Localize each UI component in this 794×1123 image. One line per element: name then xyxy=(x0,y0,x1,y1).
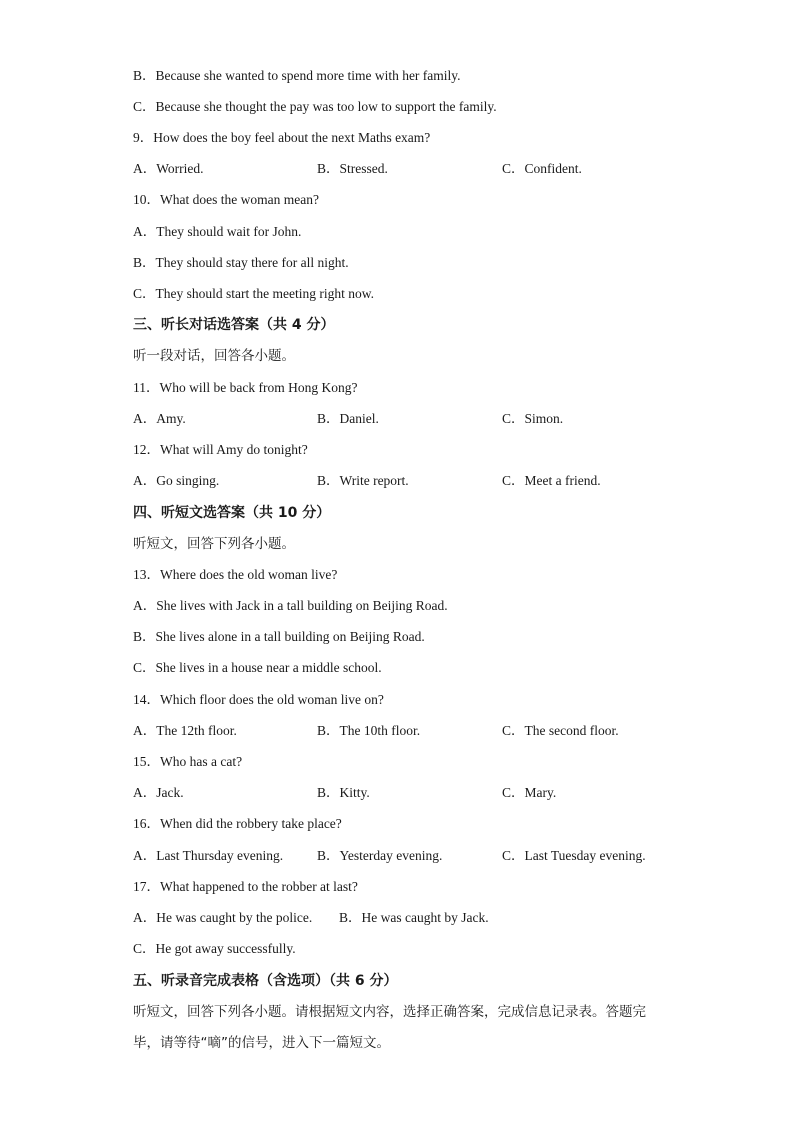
q15-stem: 15．Who has a cat? xyxy=(133,754,243,769)
q12-option-a: A．Go singing. xyxy=(133,473,220,488)
section4-instruction: 听短文，回答下列各小题。 xyxy=(133,536,295,552)
q11-option-a: A．Amy. xyxy=(133,411,186,426)
q8-option-c: C．Because she thought the pay was too low to support the family. xyxy=(133,99,497,114)
section3-heading: 三、听长对话选答案（共 4 分） xyxy=(133,317,335,333)
q10-stem: 10．What does the woman mean? xyxy=(133,192,319,207)
q14-option-c: C．The second floor. xyxy=(502,723,619,738)
q13-stem: 13．Where does the old woman live? xyxy=(133,567,338,582)
q15-option-c: C．Mary. xyxy=(502,785,557,800)
q10-option-a: A．They should wait for John. xyxy=(133,224,302,239)
q17-option-b: B．He was caught by Jack. xyxy=(339,910,489,925)
q16-stem: 16．When did the robbery take place? xyxy=(133,816,342,831)
q11-option-b: B．Daniel. xyxy=(317,411,379,426)
q10-option-b: B．They should stay there for all night. xyxy=(133,255,349,270)
q12-stem: 12．What will Amy do tonight? xyxy=(133,442,308,457)
q9-option-a: A．Worried. xyxy=(133,161,204,176)
q13-option-b: B．She lives alone in a tall building on Beijing Road. xyxy=(133,629,425,644)
section5-heading: 五、听录音完成表格（含选项）（共 6 分） xyxy=(133,973,398,989)
q8-option-b: B．Because she wanted to spend more time with her family. xyxy=(133,68,461,83)
q9-option-b: B．Stressed. xyxy=(317,161,388,176)
q17-stem: 17．What happened to the robber at last? xyxy=(133,879,358,894)
section4-heading: 四、听短文选答案（共 10 分） xyxy=(133,505,331,521)
q15-option-a: A．Jack. xyxy=(133,785,184,800)
q13-option-a: A．She lives with Jack in a tall building on Beijing Road. xyxy=(133,598,448,613)
q14-option-b: B．The 10th floor. xyxy=(317,723,421,738)
q11-stem: 11．Who will be back from Hong Kong? xyxy=(133,380,358,395)
q14-option-a: A．The 12th floor. xyxy=(133,723,237,738)
q14-stem: 14．Which floor does the old woman live on? xyxy=(133,692,384,707)
q17-option-a: A．He was caught by the police. xyxy=(133,910,313,925)
q15-option-b: B．Kitty. xyxy=(317,785,370,800)
section3-instruction: 听一段对话，回答各小题。 xyxy=(133,348,295,364)
q12-option-b: B．Write report. xyxy=(317,473,409,488)
q16-option-b: B．Yesterday evening. xyxy=(317,848,443,863)
q11-option-c: C．Simon. xyxy=(502,411,564,426)
q12-option-c: C．Meet a friend. xyxy=(502,473,601,488)
q9-option-c: C．Confident. xyxy=(502,161,582,176)
q17-option-c: C．He got away successfully. xyxy=(133,941,296,956)
q16-option-c: C．Last Tuesday evening. xyxy=(502,848,646,863)
q16-option-a: A．Last Thursday evening. xyxy=(133,848,284,863)
q10-option-c: C．They should start the meeting right now. xyxy=(133,286,374,301)
q9-stem: 9．How does the boy feel about the next Maths exam? xyxy=(133,130,431,145)
q13-option-c: C．She lives in a house near a middle school. xyxy=(133,660,382,675)
section5-instruction: 听短文，回答下列各小题。请根据短文内容，选择正确答案，完成信息记录表。答题完毕，请等待“嘀”的信号，进入下一篇短文。 xyxy=(133,1004,646,1051)
